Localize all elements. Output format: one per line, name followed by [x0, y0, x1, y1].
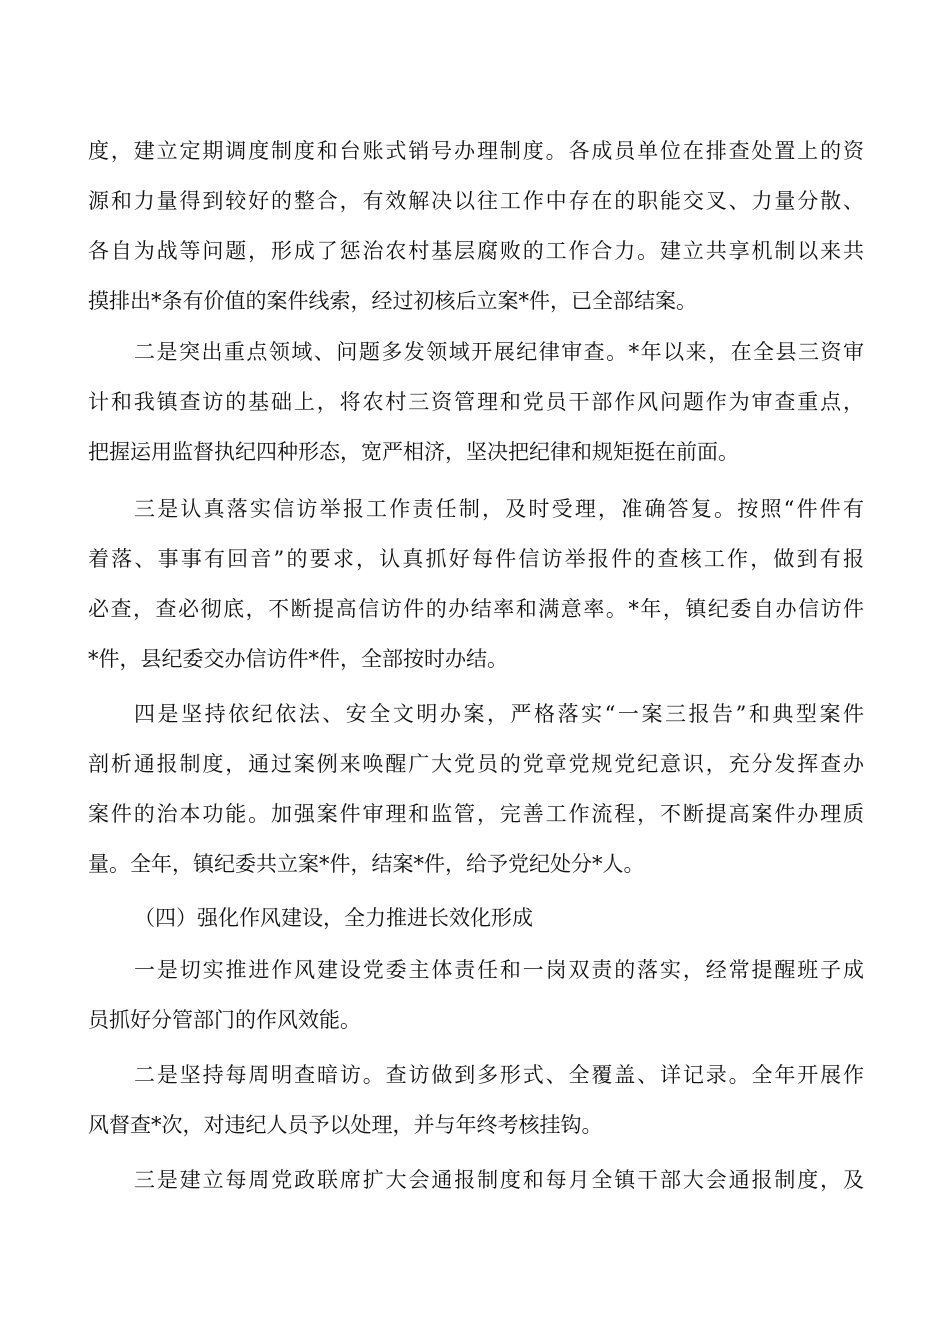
text-line: 员抓好分管部门的作风效能。	[88, 1008, 361, 1032]
text-line: 量。全年，镇纪委共立案*件，结案*件，给予党纪处分*人。	[88, 852, 645, 876]
section-heading: （四）强化作风建设，全力推进长效化形成	[134, 906, 533, 930]
text-line: 源和力量得到较好的整合，有效解决以往工作中存在的职能交叉、力量分散、	[88, 189, 864, 213]
text-line: 把握运用监督执纪四种形态，宽严相济，坚决把纪律和规矩挺在前面。	[88, 440, 739, 464]
paragraph-first-line: 一是切实推进作风建设党委主体责任和一岗双责的落实，经常提醒班子成	[134, 958, 864, 982]
paragraph-first-line: 三是建立每周党政联席扩大会通报制度和每月全镇干部大会通报制度，及	[134, 1168, 864, 1192]
paragraph-first-line: 三是认真落实信访举报工作责任制，及时受理，准确答复。按照“件件有	[134, 497, 864, 521]
text-line: 摸排出*条有价值的案件线索，经过初核后立案*件，已全部结案。	[88, 289, 697, 313]
text-line: 着落、事事有回音”的要求，认真抓好每件信访举报件的查核工作，做到有报	[88, 547, 864, 571]
text-line: 度，建立定期调度制度和台账式销号办理制度。各成员单位在排查处置上的资	[88, 139, 864, 163]
text-line: 剖析通报制度，通过案例来唤醒广大党员的党章党规党纪意识，充分发挥查办	[88, 752, 864, 776]
text-line: 计和我镇查访的基础上，将农村三资管理和党员干部作风问题作为审查重点，	[88, 390, 864, 414]
paragraph-first-line: 二是突出重点领域、问题多发领域开展纪律审查。*年以来，在全县三资审	[134, 340, 864, 364]
text-line: 风督查*次，对违纪人员予以处理，并与年终考核挂钩。	[88, 1113, 603, 1137]
paragraph-first-line: 二是坚持每周明查暗访。查访做到多形式、全覆盖、详记录。全年开展作	[134, 1063, 864, 1087]
text-line: 各自为战等问题，形成了惩治农村基层腐败的工作合力。建立共享机制以来共	[88, 239, 864, 263]
text-line: 案件的治本功能。加强案件审理和监管，完善工作流程，不断提高案件办理质	[88, 802, 864, 826]
text-line: 必查，查必彻底，不断提高信访件的办结率和满意率。*年，镇纪委自办信访件	[88, 597, 864, 621]
text-line: *件，县纪委交办信访件*件，全部按时办结。	[88, 647, 508, 671]
paragraph-first-line: 四是坚持依纪依法、安全文明办案，严格落实“一案三报告”和典型案件	[134, 702, 864, 726]
